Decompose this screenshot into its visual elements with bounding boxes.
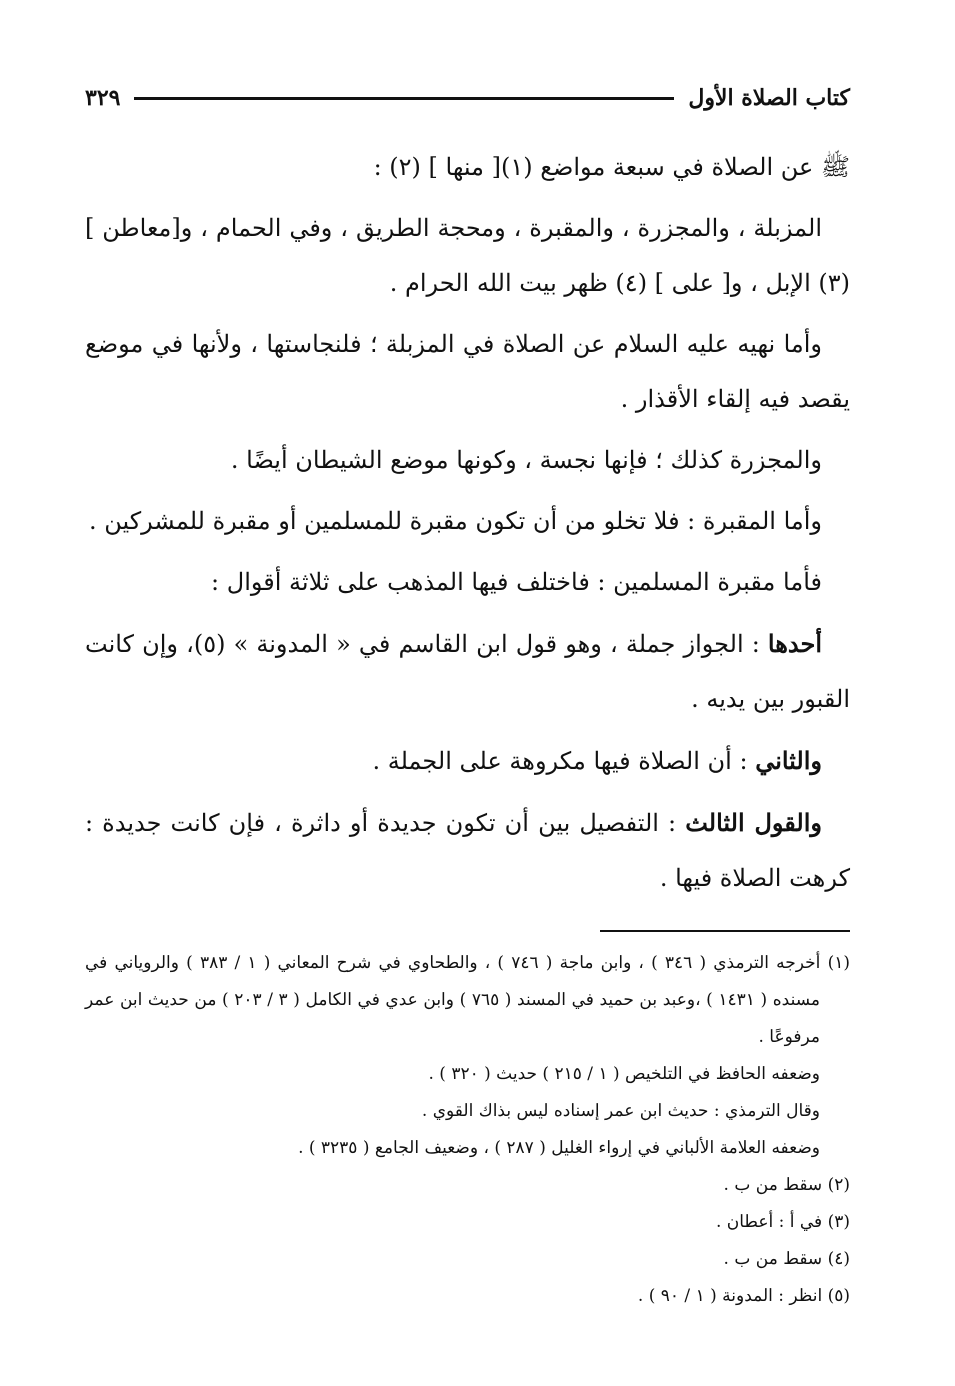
paragraph-body: : أن الصلاة فيها مكروهة على الجملة . (372, 747, 756, 775)
footnote: (٤) سقط من ب . (723, 1249, 850, 1269)
paragraph: ﷺ عن الصلاة في سبعة مواضع (١)[ منها ] (٢) : (373, 153, 850, 181)
footnote: وضعفه العلامة الألباني في إرواء الغليل ( ٢٨٧ ) ، وضعيف الجامع ( ٣٢٣٥ ) . (298, 1138, 820, 1158)
paragraph-body: : التفصيل بين أن تكون جديدة أو داثرة ، فإن كانت جديدة : كرهت الصلاة فيها . (85, 809, 850, 892)
paragraph: فأما مقبرة المسلمين : فاختلف فيها المذهب على ثلاثة أقوال : (211, 568, 822, 596)
paragraph (85, 616, 850, 727)
paragraph-lead: أحدها (767, 629, 822, 658)
paragraph-lead: والقول الثالث (685, 808, 822, 837)
running-header (85, 78, 850, 118)
header-title: كتاب الصلاة الأول (688, 85, 850, 111)
paragraph: وأما نهيه عليه السلام عن الصلاة في المزبلة ؛ فلنجاستها ، ولأنها في موضع يقصد فيه إلقاء الأقذار . (85, 330, 850, 413)
header-rule (134, 97, 674, 100)
paragraph: والمجزرة كذلك ؛ فإنها نجسة ، وكونها موضع الشيطان أيضًا . (230, 446, 822, 474)
paragraph-body: : الجواز جملة ، وهو قول ابن القاسم في « المدونة » (٥)، وإن كانت القبور بين يديه . (85, 630, 850, 713)
footnote: وضعفه الحافظ في التلخيص ( ١ / ٢١٥ ) حديث ( ٣٢٠ ) . (428, 1064, 820, 1084)
paragraph (85, 795, 850, 906)
footnote: (٣) في أ : أعطان . (715, 1212, 850, 1232)
footnote: وقال الترمذي : حديث ابن عمر إسناده ليس بذاك القوي . (421, 1101, 820, 1121)
footnote: (٢) سقط من ب . (723, 1175, 850, 1195)
footnote: (٥) انظر : المدونة ( ١ / ٩٠ ) . (637, 1286, 850, 1306)
footnote-separator (600, 930, 850, 932)
paragraph (85, 733, 850, 789)
paragraph-lead: والثاني (755, 746, 822, 775)
paragraph: المزبلة ، والمجزرة ، والمقبرة ، ومحجة الطريق ، وفي الحمام ، و[معاطن ] (٣) الإبل ، و[ على ] (٤) ظهر بيت الله الحرام . (85, 214, 850, 297)
footnotes (85, 945, 850, 1315)
footnote: (١) أخرجه الترمذي ( ٣٤٦ ) ، وابن ماجة ( ٧٤٦ ) ، والطحاوي في شرح المعاني ( ١ / ٣٨٣ ) والروياني في مسنده ( ١٤٣١ ) ،وعبد بن حميد في المسند ( ٧٦٥ ) وابن عدي في الكامل ( ٣ / ٢٠٣ ) من حديث ابن عمر مرفوعًا . (85, 953, 850, 1047)
page-number: ٣٢٩ (85, 85, 121, 111)
main-text (85, 140, 850, 912)
paragraph: وأما المقبرة : فلا تخلو من أن تكون مقبرة للمسلمين أو مقبرة للمشركين . (88, 507, 822, 535)
